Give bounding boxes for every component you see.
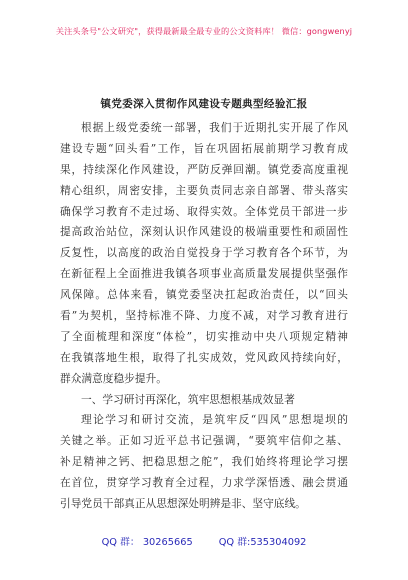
- header-promo-note: 关注头条号"公文研究"，获得最新最全最专业的公文资料库！ 微信：gongwenyj: [55, 26, 353, 36]
- paragraph-line: 在新征程上全面推进我镇各项事业高质量发展提供坚强作: [60, 267, 348, 281]
- paragraph-line: 关键之举。正如习近平总书记强调，“要筑牢信仰之基、: [60, 434, 348, 448]
- paragraph-line: 群众满意度稳步提升。: [60, 371, 167, 385]
- paragraph-line: 了全面梳理和深度“体检”，切实推动中央八项规定精神: [60, 329, 348, 343]
- paragraph-line: 看”为契机，坚持标准不降、力度不减，对学习教育进行: [60, 309, 348, 323]
- paragraph-line: 理论学习和研讨交流，是筑牢反“四风”思想堤坝的: [81, 413, 348, 427]
- footer-qq-group-1: QQ 群： 30265665: [101, 537, 193, 548]
- document-title: 镇党委深入贯彻作风建设专题典型经验汇报: [100, 98, 308, 110]
- paragraph-line: 引导党员干部真正从思想深处明辨是非、坚守底线。: [60, 497, 306, 511]
- paragraph-line: 反复性，以高度的政治自觉投身于学习教育各个环节，为: [60, 246, 348, 260]
- paragraph-line: 在我镇落地生根，取得了扎实成效，党风政风持续向好，: [60, 350, 348, 364]
- paragraph-line: 确保学习教育不走过场、取得实效。全体党员干部进一步: [60, 204, 348, 218]
- paragraph-line: 建设专题“回头看”工作，旨在巩固拓展前期学习教育成: [60, 141, 348, 155]
- footer-qq-group-2: QQ 群:535304092: [218, 537, 307, 548]
- paragraph-line: 提高政治站位，深刻认识作风建设的极端重要性和顽固性: [60, 225, 348, 239]
- footer-contact: [0, 534, 408, 548]
- paragraph-line: 精心组织，周密安排，主要负责同志亲自部署、带头落实: [60, 183, 348, 197]
- paragraph-line: 风保障。总体来看，镇党委坚决扛起政治责任，以“回头: [60, 288, 348, 302]
- document-body: [60, 118, 348, 515]
- paragraph-line: 一、学习研讨再深化，筑牢思想根基成效显著: [81, 392, 295, 406]
- paragraph-line: 根据上级党委统一部署，我们于近期扎实开展了作风: [81, 121, 348, 134]
- paragraph-line: 补足精神之钙、把稳思想之舵”，我们始终将理论学习摆: [60, 455, 348, 469]
- paragraph-line: 果，持续深化作风建设，严防反弹回潮。镇党委高度重视: [60, 162, 348, 176]
- paragraph-line: 在首位，贯穿学习教育全过程，力求学深悟透、融会贯通: [60, 476, 348, 490]
